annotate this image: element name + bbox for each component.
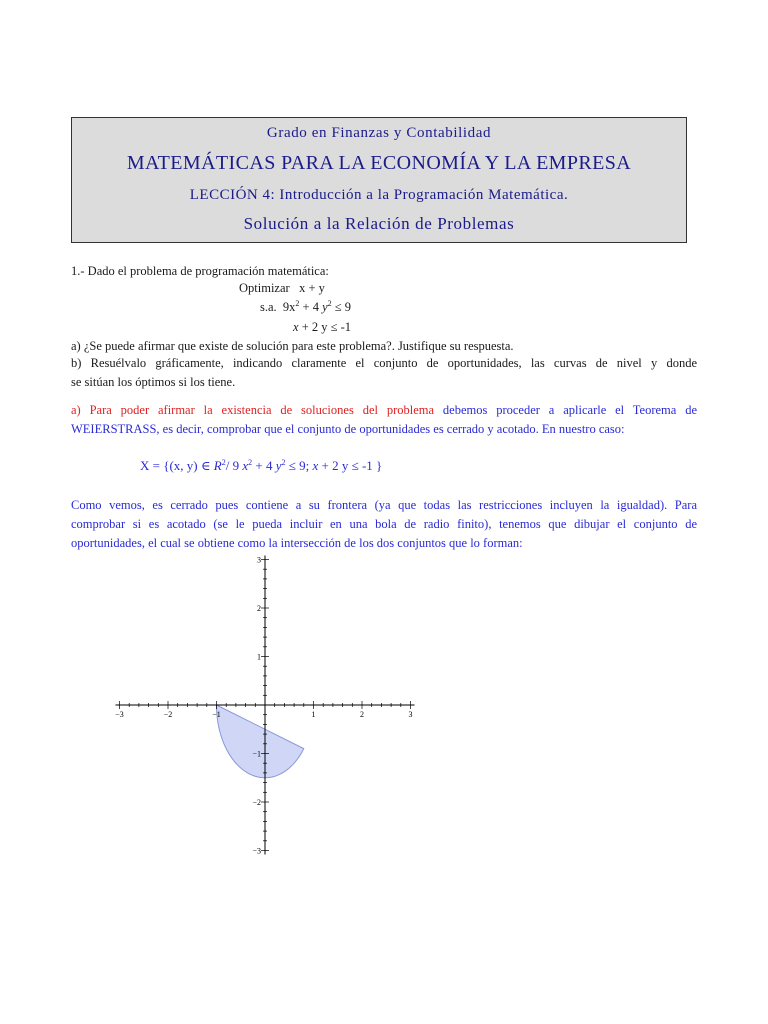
paragraph-line-3: oportunidades, el cual se obtiene como la intersección de los dos conjuntos que lo forman: (71, 536, 523, 550)
x-tick-label: −2 (163, 710, 173, 719)
answer-a (71, 401, 697, 439)
set-x-exp: 2 (248, 458, 253, 467)
set-le9: ≤ 9; (285, 458, 313, 473)
x-tick-label: 1 (311, 710, 316, 719)
constraint-1 (260, 299, 351, 315)
y-tick-label: −3 (252, 846, 261, 855)
feasible-region-chart (100, 555, 430, 855)
x-tick-label: −1 (212, 710, 221, 719)
lesson-title: LECCIÓN 4: Introducción a la Programación Matemática. (189, 187, 569, 203)
c1-exp-2: 2 (327, 299, 332, 308)
paragraph-line-2: comprobar si es acotado (se le pueda incluir en una bola de radio finito), tenemos que dibujar el conjunto de (71, 517, 697, 531)
c2-rest: + 2 y ≤ -1 (298, 320, 352, 334)
degree-title: Grado en Finanzas y Contabilidad (266, 125, 492, 141)
objective-line (239, 280, 325, 296)
c1-term-b: + 4 (299, 300, 319, 314)
c1-term-a: 9x (282, 300, 296, 314)
y-tick-label: 2 (257, 604, 261, 613)
document-subtitle: Solución a la Relación de Problemas (243, 214, 515, 233)
answer-a-line-2: WEIERSTRASS, es decir, comprobar que el conjunto de oportunidades es cerrado y acotado. En nuestro caso: (71, 422, 625, 436)
set-plus4: + 4 (252, 458, 276, 473)
x-tick-label: 2 (360, 710, 364, 719)
set-definition (140, 458, 382, 474)
set-y-exp: 2 (281, 458, 286, 467)
problem-intro: 1.- Dado el problema de programación matemática: (71, 264, 329, 278)
course-title: MATEMÁTICAS PARA LA ECONOMÍA Y LA EMPRESA (126, 152, 632, 174)
answer-a-highlight: a) Para poder afirmar la existencia de soluciones del problema (71, 403, 435, 417)
objective-label: Optimizar (239, 281, 290, 295)
set-x: x (242, 458, 249, 473)
question-b (71, 354, 697, 392)
set-r: R (213, 458, 222, 473)
set-x2: x (312, 458, 319, 473)
st-label: s.a. (260, 300, 277, 314)
question-a: a) ¿Se puede afirmar que existe de solución para este problema?. Justifique su respuesta. (71, 339, 514, 353)
answer-a-continuation: debemos proceder a aplicarle el Teorema de (434, 403, 697, 417)
set-r-exp: 2 (221, 458, 226, 467)
objective-expression: x + y (299, 281, 325, 295)
feasible-region (217, 705, 304, 778)
x-tick-label: −3 (115, 710, 124, 719)
y-tick-label: −2 (252, 798, 261, 807)
paragraph-line-1: Como vemos, es cerrado pues contiene a su frontera (ya que todas las restricciones incluyen la igualdad). Para (71, 498, 697, 512)
c1-exp-1: 2 (295, 299, 300, 308)
x-tick-label: 3 (408, 710, 413, 719)
question-b-line-1: b) Resuélvalo gráficamente, indicando claramente el conjunto de oportunidades, las curvas de nivel y donde (71, 356, 697, 370)
paragraph-closed-bounded (71, 496, 697, 553)
c1-var-y: y (322, 300, 328, 314)
header-box (71, 117, 687, 243)
y-tick-label: 3 (257, 555, 261, 565)
set-y: y (275, 458, 282, 473)
c1-rhs: ≤ 9 (331, 300, 352, 314)
set-mid: / 9 (225, 458, 243, 473)
constraint-2 (293, 319, 351, 335)
y-tick-label: −1 (252, 749, 261, 759)
c2-var-x: x (293, 320, 299, 334)
set-tail: + 2 y ≤ -1 } (318, 458, 383, 473)
question-b-line-2: se sitúan los óptimos si los tiene. (71, 375, 236, 389)
set-prefix: X = {(x, y) ∈ (140, 458, 214, 473)
y-tick-label: 1 (257, 652, 261, 662)
